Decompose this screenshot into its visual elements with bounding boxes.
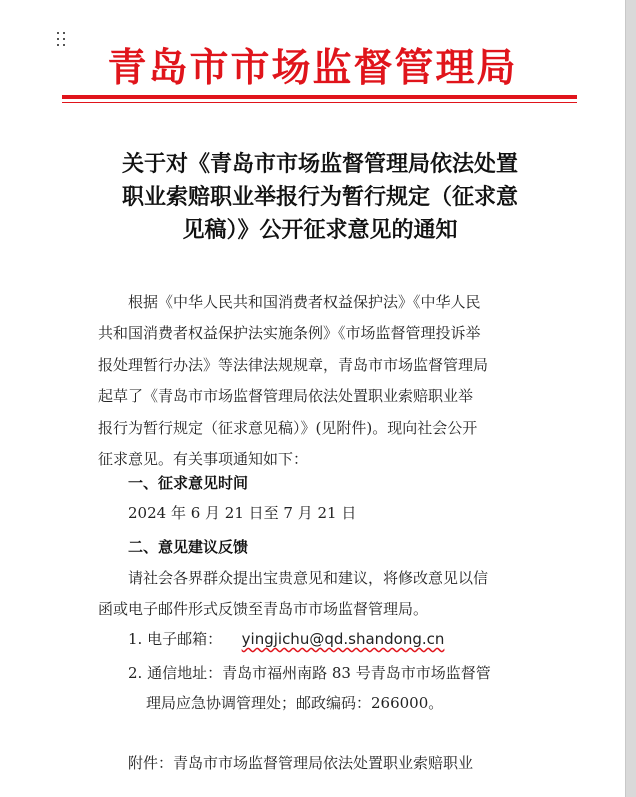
letterhead-rule-thin xyxy=(62,102,577,103)
address-label: 2. 通信地址： xyxy=(128,664,223,682)
address-row xyxy=(128,662,491,683)
address-line: 青岛市福州南路 83 号青岛市市场监督管 xyxy=(222,664,491,682)
org-letterhead: 青岛市市场监督管理局 xyxy=(107,45,518,91)
document-title xyxy=(70,148,570,247)
paragraph-line: 共和国消费者权益保护法实施条例》《市场监督管理投诉举 xyxy=(98,324,481,343)
address-line: 理局应急协调管理处；邮政编码：266000。 xyxy=(146,694,444,712)
email-label: 1. 电子邮箱： xyxy=(128,630,223,648)
paragraph-line: 请社会各界群众提出宝贵意见和建议，将修改意见以信 xyxy=(128,569,489,587)
paragraph-line: 根据《中华人民共和国消费者权益保护法》《中华人民 xyxy=(128,293,481,311)
title-line: 职业索赔职业举报行为暂行规定（征求意 xyxy=(121,184,518,210)
paragraph-line: 报行为暂行规定（征求意见稿）》(见附件)。现向社会公开 xyxy=(98,418,478,437)
email-link[interactable]: yingjichu@qd.shandong.cn xyxy=(241,630,445,648)
paragraph-line: 报处理暂行办法》等法律法规规章，青岛市市场监督管理局 xyxy=(98,355,489,374)
email-row xyxy=(128,628,444,649)
letterhead-rule-thick xyxy=(62,95,577,99)
section1-heading: 一、征求意见时间 xyxy=(128,474,249,492)
paragraph-line: 函或电子邮件形式反馈至青岛市市场监督管理局。 xyxy=(98,600,429,618)
section1-content: 2024 年 6 月 21 日至 7 月 21 日 xyxy=(128,504,357,522)
title-line: 见稿）》公开征求意见的通知 xyxy=(182,217,458,243)
section2-heading: 二、意见建议反馈 xyxy=(128,538,249,556)
paragraph-line: 征求意见。有关事项通知如下： xyxy=(98,450,309,469)
title-line: 关于对《青岛市市场监督管理局依法处置 xyxy=(121,151,518,177)
attachment-line: 附件：青岛市市场监督管理局依法处置职业索赔职业 xyxy=(128,754,474,772)
intro-paragraph xyxy=(98,287,546,475)
paragraph-line: 起草了《青岛市市场监督管理局依法处置职业索赔职业举 xyxy=(98,387,474,406)
